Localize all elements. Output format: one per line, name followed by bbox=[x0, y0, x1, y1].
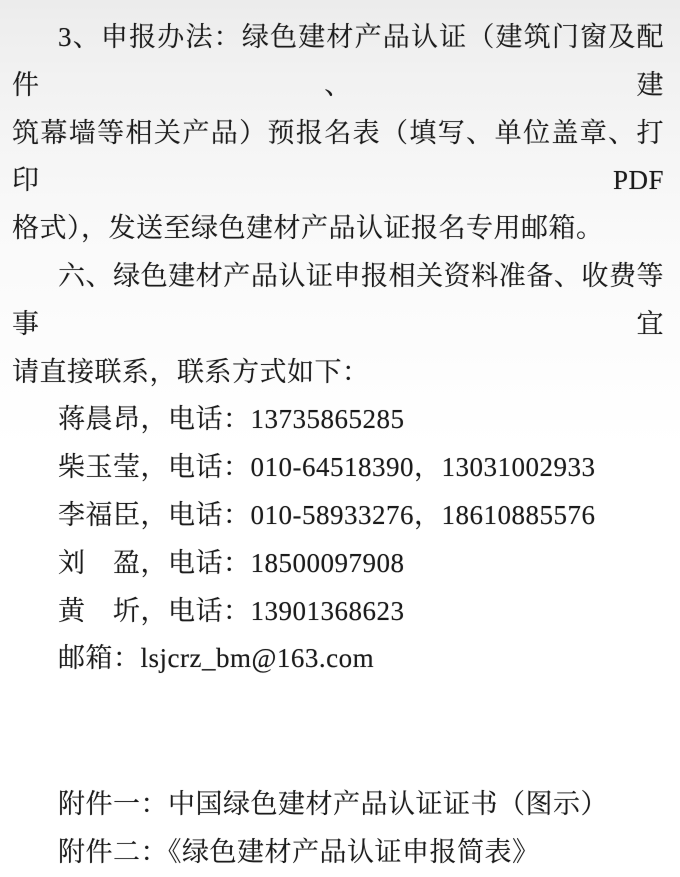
contact-line: 李福臣，电话：010-58933276，18610885576 bbox=[58, 499, 596, 530]
attachment-line: 附件一：中国绿色建材产品认证证书（图示） bbox=[58, 789, 608, 820]
body-line: 格式），发送至绿色建材产品认证报名专用邮箱。 bbox=[12, 213, 604, 244]
vertical-gap bbox=[12, 683, 664, 781]
body-line: 3、申报办法：绿色建材产品认证（建筑门窗及配件、建 bbox=[12, 22, 664, 100]
paragraph-application-method bbox=[12, 14, 664, 253]
contact-email-line: 邮箱：lsjcrz_bm@163.com bbox=[58, 643, 375, 674]
body-line: 六、绿色建材产品认证申报相关资料准备、收费等事宜 bbox=[12, 260, 664, 339]
body-line: 筑幕墙等相关产品）预报名表（填写、单位盖章、打印 PDF bbox=[12, 117, 664, 196]
contact-line: 刘 盈，电话：18500097908 bbox=[58, 547, 405, 578]
paragraph-contact-intro bbox=[12, 253, 664, 396]
attachment-list bbox=[12, 781, 664, 877]
contact-list bbox=[12, 396, 664, 683]
contact-line: 蒋晨昂，电话：13735865285 bbox=[58, 404, 405, 435]
body-line: 请直接联系，联系方式如下： bbox=[12, 356, 370, 387]
contact-line: 柴玉莹，电话：010-64518390，13031002933 bbox=[58, 452, 596, 483]
attachment-line: 附件二：《绿色建材产品认证申报简表》 bbox=[58, 836, 540, 867]
contact-line: 黄 圻，电话：13901368623 bbox=[58, 595, 405, 626]
